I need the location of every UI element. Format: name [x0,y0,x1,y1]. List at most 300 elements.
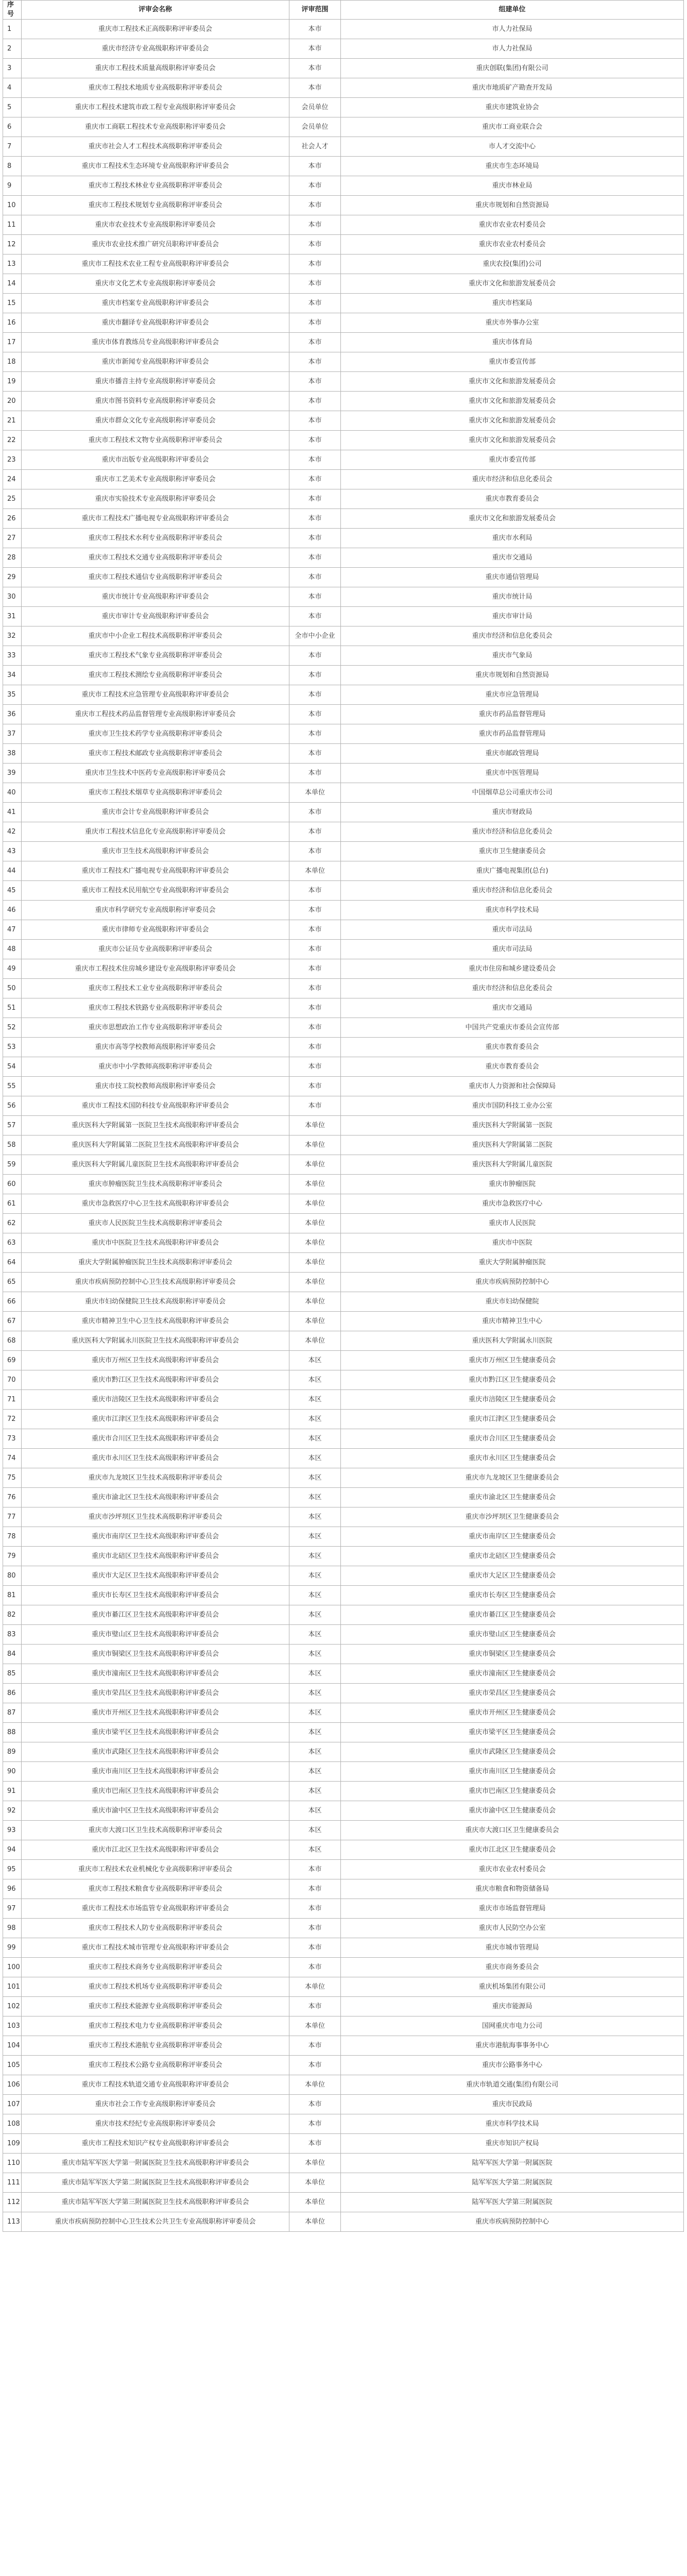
cell-committee-name: 重庆市思想政治工作专业高级职称评审委员会 [22,1018,289,1038]
cell-index: 19 [3,372,22,392]
cell-index: 25 [3,489,22,509]
table-row [3,1096,684,1116]
cell-organizer: 重庆市农业农村委员会 [341,215,684,235]
cell-scope: 本市 [289,920,341,940]
cell-scope: 本区 [289,1703,341,1723]
cell-organizer: 重庆市地质矿产勘查开发局 [341,78,684,98]
cell-scope: 本区 [289,1742,341,1762]
cell-organizer: 重庆市外事办公室 [341,313,684,333]
table-row [3,1684,684,1703]
cell-scope: 本市 [289,646,341,666]
cell-index: 22 [3,431,22,450]
cell-committee-name: 重庆市工程技术地质专业高级职称评审委员会 [22,78,289,98]
table-row [3,1449,684,1468]
cell-committee-name: 重庆市南岸区卫生技术高级职称评审委员会 [22,1527,289,1547]
cell-index: 98 [3,1919,22,1938]
table-row [3,2075,684,2095]
cell-scope: 本单位 [289,1136,341,1155]
cell-organizer: 陆军军医大学第一附属医院 [341,2154,684,2173]
cell-scope: 本市 [289,979,341,998]
cell-index: 70 [3,1370,22,1390]
cell-organizer: 重庆市市场监督管理局 [341,1899,684,1919]
cell-scope: 本市 [289,881,341,901]
cell-committee-name: 重庆市工艺美术专业高级职称评审委员会 [22,470,289,489]
cell-organizer: 重庆市黔江区卫生健康委员会 [341,1370,684,1390]
cell-organizer: 重庆市荣昌区卫生健康委员会 [341,1684,684,1703]
cell-committee-name: 重庆市播音主持专业高级职称评审委员会 [22,372,289,392]
cell-index: 55 [3,1077,22,1096]
cell-committee-name: 重庆市工程技术气象专业高级职称评审委员会 [22,646,289,666]
table-row [3,1703,684,1723]
cell-index: 62 [3,1214,22,1233]
table-row [3,2134,684,2154]
cell-scope: 本市 [289,940,341,959]
cell-index: 4 [3,78,22,98]
cell-committee-name: 重庆市中医院卫生技术高级职称评审委员会 [22,1233,289,1253]
cell-committee-name: 重庆市农业技术专业高级职称评审委员会 [22,215,289,235]
cell-organizer: 重庆市档案局 [341,294,684,313]
cell-index: 80 [3,1566,22,1586]
cell-index: 48 [3,940,22,959]
cell-index: 42 [3,822,22,842]
cell-organizer: 重庆市建筑业协会 [341,98,684,117]
cell-scope: 本市 [289,450,341,470]
cell-index: 47 [3,920,22,940]
cell-committee-name: 重庆市工程技术药品监督管理专业高级职称评审委员会 [22,705,289,724]
cell-committee-name: 重庆市合川区卫生技术高级职称评审委员会 [22,1429,289,1449]
cell-scope: 本市 [289,959,341,979]
cell-committee-name: 重庆市工程技术水利专业高级职称评审委员会 [22,529,289,548]
cell-organizer: 重庆大学附属肿瘤医院 [341,1253,684,1273]
cell-organizer: 重庆市水利局 [341,529,684,548]
cell-index: 111 [3,2173,22,2193]
cell-scope: 本市 [289,822,341,842]
table-row [3,998,684,1018]
cell-organizer: 重庆市綦江区卫生健康委员会 [341,1605,684,1625]
cell-scope: 本区 [289,1566,341,1586]
header-scope: 评审范围 [289,1,341,20]
cell-index: 109 [3,2134,22,2154]
table-row [3,1136,684,1155]
cell-committee-name: 重庆市万州区卫生技术高级职称评审委员会 [22,1351,289,1370]
table-row [3,509,684,529]
table-row [3,1879,684,1899]
cell-organizer: 重庆市气象局 [341,646,684,666]
cell-committee-name: 重庆市大渡口区卫生技术高级职称评审委员会 [22,1821,289,1840]
table-row [3,1938,684,1958]
cell-committee-name: 重庆市工程技术林业专业高级职称评审委员会 [22,176,289,196]
cell-committee-name: 重庆市急救医疗中心卫生技术高级职称评审委员会 [22,1194,289,1214]
cell-scope: 本单位 [289,2193,341,2212]
cell-scope: 本市 [289,744,341,764]
cell-scope: 社会人才 [289,137,341,157]
cell-scope: 本市 [289,157,341,176]
cell-committee-name: 重庆市工程技术铁路专业高级职称评审委员会 [22,998,289,1018]
cell-organizer: 重庆医科大学附属第一医院 [341,1116,684,1136]
cell-scope: 本市 [289,1057,341,1077]
cell-committee-name: 重庆市肿瘤医院卫生技术高级职称评审委员会 [22,1175,289,1194]
cell-index: 86 [3,1684,22,1703]
cell-organizer: 重庆市中医管理局 [341,764,684,783]
header-committee-name: 评审会名称 [22,1,289,20]
table-row [3,372,684,392]
cell-index: 96 [3,1879,22,1899]
cell-committee-name: 重庆市工程技术建筑市政工程专业高级职称评审委员会 [22,98,289,117]
cell-index: 74 [3,1449,22,1468]
cell-scope: 本市 [289,411,341,431]
cell-scope: 本区 [289,1488,341,1507]
cell-organizer: 中国共产党重庆市委员会宣传部 [341,1018,684,1038]
cell-scope: 本区 [289,1586,341,1605]
cell-index: 105 [3,2056,22,2075]
cell-committee-name: 重庆市荣昌区卫生技术高级职称评审委员会 [22,1684,289,1703]
cell-index: 104 [3,2036,22,2056]
cell-committee-name: 重庆市工程技术粮食专业高级职称评审委员会 [22,1879,289,1899]
cell-committee-name: 重庆市疾病预防控制中心卫生技术公共卫生专业高级职称评审委员会 [22,2212,289,2232]
cell-committee-name: 重庆市巴南区卫生技术高级职称评审委员会 [22,1782,289,1801]
cell-organizer: 重庆市九龙坡区卫生健康委员会 [341,1468,684,1488]
table-row [3,1312,684,1331]
cell-scope: 本单位 [289,783,341,803]
table-row [3,1958,684,1977]
cell-committee-name: 重庆市黔江区卫生技术高级职称评审委员会 [22,1370,289,1390]
cell-organizer: 市人才交流中心 [341,137,684,157]
cell-organizer: 重庆市文化和旅游发展委员会 [341,509,684,529]
cell-scope: 本市 [289,1018,341,1038]
cell-committee-name: 重庆市工程技术广播电视专业高级职称评审委员会 [22,861,289,881]
cell-organizer: 重庆市药品监督管理局 [341,705,684,724]
cell-index: 39 [3,764,22,783]
cell-organizer: 重庆市农业农村委员会 [341,235,684,255]
cell-committee-name: 重庆市出版专业高级职称评审委员会 [22,450,289,470]
table-row [3,529,684,548]
cell-organizer: 重庆市交通局 [341,548,684,568]
cell-index: 79 [3,1547,22,1566]
cell-index: 106 [3,2075,22,2095]
table-row [3,626,684,646]
table-row [3,1762,684,1782]
cell-scope: 本市 [289,352,341,372]
cell-committee-name: 重庆市农业技术推广研究员职称评审委员会 [22,235,289,255]
cell-organizer: 重庆市体育局 [341,333,684,352]
table-row [3,1410,684,1429]
cell-committee-name: 重庆市江北区卫生技术高级职称评审委员会 [22,1840,289,1860]
cell-scope: 本区 [289,1410,341,1429]
cell-index: 21 [3,411,22,431]
cell-scope: 本市 [289,294,341,313]
table-row [3,959,684,979]
cell-scope: 本区 [289,1468,341,1488]
table-row [3,1194,684,1214]
cell-scope: 本市 [289,764,341,783]
table-row [3,1801,684,1821]
table-row [3,901,684,920]
cell-index: 101 [3,1977,22,1997]
cell-index: 5 [3,98,22,117]
cell-committee-name: 重庆市体育教练员专业高级职称评审委员会 [22,333,289,352]
cell-committee-name: 重庆市工程技术正高级职称评审委员会 [22,20,289,39]
cell-index: 99 [3,1938,22,1958]
cell-scope: 本市 [289,313,341,333]
cell-committee-name: 重庆市公证员专业高级职称评审委员会 [22,940,289,959]
table-row [3,1997,684,2016]
cell-index: 46 [3,901,22,920]
cell-committee-name: 重庆市图书资料专业高级职称评审委员会 [22,392,289,411]
table-row [3,1077,684,1096]
cell-index: 65 [3,1273,22,1292]
cell-scope: 本市 [289,235,341,255]
cell-committee-name: 重庆市陆军军医大学第二附属医院卫生技术高级职称评审委员会 [22,2173,289,2193]
table-row [3,157,684,176]
cell-scope: 本市 [289,1879,341,1899]
cell-scope: 本市 [289,724,341,744]
cell-committee-name: 重庆市工程技术港航专业高级职称评审委员会 [22,2036,289,2056]
committee-table [3,0,684,2232]
cell-organizer: 重庆农投(集团)公司 [341,255,684,274]
cell-organizer: 重庆市巴南区卫生健康委员会 [341,1782,684,1801]
cell-index: 91 [3,1782,22,1801]
cell-organizer: 重庆市经济和信息化委员会 [341,979,684,998]
cell-organizer: 重庆市大足区卫生健康委员会 [341,1566,684,1586]
cell-organizer: 重庆市交通局 [341,998,684,1018]
cell-index: 112 [3,2193,22,2212]
cell-organizer: 重庆市北碚区卫生健康委员会 [341,1547,684,1566]
cell-committee-name: 重庆市统计专业高级职称评审委员会 [22,587,289,607]
cell-organizer: 重庆市商务委员会 [341,1958,684,1977]
cell-organizer: 重庆市合川区卫生健康委员会 [341,1429,684,1449]
cell-index: 93 [3,1821,22,1840]
cell-organizer: 重庆市潼南区卫生健康委员会 [341,1664,684,1684]
cell-scope: 本区 [289,1664,341,1684]
cell-index: 92 [3,1801,22,1821]
table-row [3,1919,684,1938]
cell-organizer: 重庆市财政局 [341,803,684,822]
cell-organizer: 重庆市委宣传部 [341,352,684,372]
table-row [3,1840,684,1860]
cell-organizer: 重庆市经济和信息化委员会 [341,470,684,489]
cell-organizer: 重庆市文化和旅游发展委员会 [341,411,684,431]
cell-scope: 本市 [289,196,341,215]
cell-index: 33 [3,646,22,666]
cell-index: 13 [3,255,22,274]
cell-organizer: 重庆市疾病预防控制中心 [341,2212,684,2232]
table-row [3,2173,684,2193]
cell-committee-name: 重庆市潼南区卫生技术高级职称评审委员会 [22,1664,289,1684]
cell-committee-name: 重庆市工程技术能源专业高级职称评审委员会 [22,1997,289,2016]
cell-index: 90 [3,1762,22,1782]
cell-scope: 本区 [289,1507,341,1527]
cell-organizer: 重庆市国防科技工业办公室 [341,1096,684,1116]
cell-organizer: 重庆市经济和信息化委员会 [341,626,684,646]
cell-index: 51 [3,998,22,1018]
table-row [3,568,684,587]
cell-scope: 本单位 [289,1977,341,1997]
cell-scope: 本单位 [289,2075,341,2095]
cell-scope: 本单位 [289,2154,341,2173]
table-row [3,176,684,196]
cell-organizer: 重庆市科学技术局 [341,901,684,920]
cell-scope: 本单位 [289,1155,341,1175]
cell-index: 12 [3,235,22,255]
cell-scope: 本市 [289,39,341,59]
cell-organizer: 重庆市文化和旅游发展委员会 [341,274,684,294]
cell-index: 29 [3,568,22,587]
cell-scope: 本市 [289,489,341,509]
cell-scope: 本市 [289,587,341,607]
cell-committee-name: 重庆市工程技术质量高级职称评审委员会 [22,59,289,78]
cell-index: 76 [3,1488,22,1507]
cell-index: 10 [3,196,22,215]
cell-scope: 本单位 [289,1175,341,1194]
cell-committee-name: 重庆市工程技术城市管理专业高级职称评审委员会 [22,1938,289,1958]
cell-committee-name: 重庆市工程技术知识产权专业高级职称评审委员会 [22,2134,289,2154]
cell-scope: 本区 [289,1723,341,1742]
cell-scope: 本市 [289,1077,341,1096]
cell-organizer: 重庆市万州区卫生健康委员会 [341,1351,684,1370]
table-row [3,861,684,881]
cell-organizer: 重庆市渝北区卫生健康委员会 [341,1488,684,1507]
cell-organizer: 重庆市能源局 [341,1997,684,2016]
table-row [3,1488,684,1507]
cell-index: 103 [3,2016,22,2036]
cell-committee-name: 重庆市技术经纪专业高级职称评审委员会 [22,2114,289,2134]
cell-committee-name: 重庆市涪陵区卫生技术高级职称评审委员会 [22,1390,289,1410]
cell-index: 14 [3,274,22,294]
table-row [3,1273,684,1292]
cell-committee-name: 重庆医科大学附属永川医院卫生技术高级职称评审委员会 [22,1331,289,1351]
cell-organizer: 重庆市司法局 [341,940,684,959]
cell-scope: 本市 [289,803,341,822]
cell-index: 56 [3,1096,22,1116]
cell-index: 88 [3,1723,22,1742]
cell-committee-name: 重庆市梁平区卫生技术高级职称评审委员会 [22,1723,289,1742]
cell-organizer: 重庆市精神卫生中心 [341,1312,684,1331]
table-row [3,411,684,431]
cell-index: 82 [3,1605,22,1625]
cell-committee-name: 重庆市实验技术专业高级职称评审委员会 [22,489,289,509]
cell-index: 41 [3,803,22,822]
cell-committee-name: 重庆市工程技术规划专业高级职称评审委员会 [22,196,289,215]
cell-committee-name: 重庆市九龙坡区卫生技术高级职称评审委员会 [22,1468,289,1488]
table-row [3,2212,684,2232]
cell-scope: 本市 [289,1860,341,1879]
cell-index: 8 [3,157,22,176]
table-row [3,2154,684,2173]
cell-organizer: 重庆市铜梁区卫生健康委员会 [341,1645,684,1664]
cell-organizer: 重庆市司法局 [341,920,684,940]
table-row [3,764,684,783]
table-row [3,1390,684,1410]
table-row [3,1625,684,1645]
cell-committee-name: 重庆市渝北区卫生技术高级职称评审委员会 [22,1488,289,1507]
cell-organizer: 重庆市永川区卫生健康委员会 [341,1449,684,1468]
cell-committee-name: 重庆医科大学附属儿童医院卫生技术高级职称评审委员会 [22,1155,289,1175]
table-row [3,2056,684,2075]
cell-committee-name: 重庆市中小学教师高级职称评审委员会 [22,1057,289,1077]
table-row [3,78,684,98]
cell-scope: 本单位 [289,2016,341,2036]
cell-committee-name: 重庆市文化艺术专业高级职称评审委员会 [22,274,289,294]
cell-committee-name: 重庆市北碚区卫生技术高级职称评审委员会 [22,1547,289,1566]
cell-committee-name: 重庆医科大学附属第二医院卫生技术高级职称评审委员会 [22,1136,289,1155]
cell-index: 57 [3,1116,22,1136]
cell-organizer: 重庆机场集团有限公司 [341,1977,684,1997]
table-row [3,333,684,352]
cell-organizer: 重庆医科大学附属永川医院 [341,1331,684,1351]
cell-organizer: 重庆医科大学附属儿童医院 [341,1155,684,1175]
table-row [3,1782,684,1801]
cell-scope: 本市 [289,1096,341,1116]
cell-committee-name: 重庆医科大学附属第一医院卫生技术高级职称评审委员会 [22,1116,289,1136]
cell-index: 100 [3,1958,22,1977]
table-row [3,607,684,626]
cell-organizer: 重庆市中医院 [341,1233,684,1253]
cell-scope: 本区 [289,1840,341,1860]
cell-scope: 本市 [289,215,341,235]
cell-index: 81 [3,1586,22,1605]
cell-committee-name: 重庆市工程技术广播电视专业高级职称评审委员会 [22,509,289,529]
cell-scope: 本市 [289,2056,341,2075]
cell-scope: 本市 [289,998,341,1018]
table-row [3,705,684,724]
table-row [3,255,684,274]
table-row [3,1175,684,1194]
table-row [3,2016,684,2036]
table-row [3,39,684,59]
cell-committee-name: 重庆市工程技术机场专业高级职称评审委员会 [22,1977,289,1997]
cell-organizer: 重庆市统计局 [341,587,684,607]
header-organizer: 组建单位 [341,1,684,20]
cell-committee-name: 重庆市工程技术应急管理专业高级职称评审委员会 [22,685,289,705]
table-row [3,920,684,940]
cell-index: 97 [3,1899,22,1919]
table-row [3,1370,684,1390]
table-row [3,98,684,117]
cell-index: 66 [3,1292,22,1312]
cell-organizer: 重庆市港航海事事务中心 [341,2036,684,2056]
cell-committee-name: 重庆市渝中区卫生技术高级职称评审委员会 [22,1801,289,1821]
cell-organizer: 重庆市轨道交通(集团)有限公司 [341,2075,684,2095]
cell-organizer: 重庆市肿瘤医院 [341,1175,684,1194]
cell-index: 107 [3,2095,22,2114]
cell-committee-name: 重庆市璧山区卫生技术高级职称评审委员会 [22,1625,289,1645]
cell-index: 20 [3,392,22,411]
cell-scope: 本区 [289,1449,341,1468]
cell-organizer: 重庆市药品监督管理局 [341,724,684,744]
cell-index: 35 [3,685,22,705]
table-row [3,940,684,959]
cell-scope: 本市 [289,1958,341,1977]
cell-scope: 本区 [289,1370,341,1390]
cell-index: 32 [3,626,22,646]
table-row [3,1899,684,1919]
cell-scope: 本区 [289,1762,341,1782]
cell-index: 110 [3,2154,22,2173]
cell-index: 7 [3,137,22,157]
table-body [3,20,684,2232]
cell-organizer: 重庆市规划和自然资源局 [341,666,684,685]
cell-index: 37 [3,724,22,744]
cell-committee-name: 重庆市卫生技术高级职称评审委员会 [22,842,289,861]
table-row [3,1116,684,1136]
cell-committee-name: 重庆市律师专业高级职称评审委员会 [22,920,289,940]
cell-organizer: 重庆市知识产权局 [341,2134,684,2154]
cell-organizer: 重庆市教育委员会 [341,1057,684,1077]
cell-scope: 本市 [289,509,341,529]
cell-committee-name: 重庆市工程技术测绘专业高级职称评审委员会 [22,666,289,685]
table-row [3,2036,684,2056]
cell-index: 95 [3,1860,22,1879]
